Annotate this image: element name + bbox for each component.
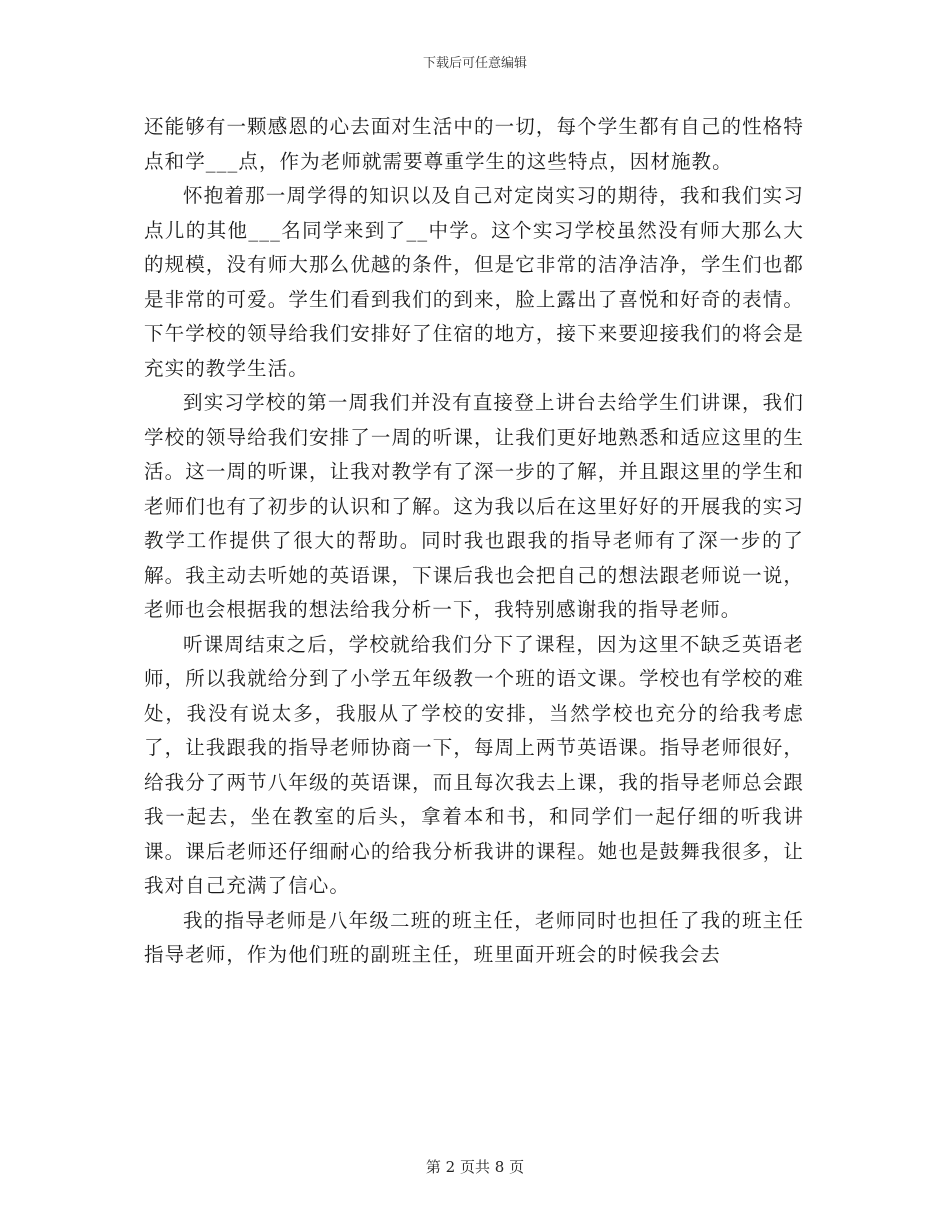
document-body <box>144 110 804 973</box>
paragraph-2: 怀抱着那一周学得的知识以及自己对定岗实习的期待，我和我们实习点儿的其他___名同学来到了__中学。这个实习学校虽然没有师大那么大的规模，没有师大那么优越的条件，但是它非常的洁净洁净，学生们也都是非常的可爱。学生们看到我们的到来，脸上露出了喜悦和好奇的表情。下午学校的领导给我们安排好了住宿的地方，接下来要迎接我们的将会是充实的教学生活。 <box>144 184 804 380</box>
page-footer: 第 2 页共 8 页 <box>425 1158 525 1176</box>
paragraph-3: 到实习学校的第一周我们并没有直接登上讲台去给学生们讲课，我们学校的领导给我们安排了一周的听课，让我们更好地熟悉和适应这里的生活。这一周的听课，让我对教学有了深一步的了解，并且跟这里的学生和老师们也有了初步的认识和了解。这为我以后在这里好好的开展我的实习教学工作提供了很大的帮助。同时我也跟我的指导老师有了深一步的了解。我主动去听她的英语课，下课后我也会把自己的想法跟老师说一说，老师也会根据我的想法给我分析一下，我特别感谢我的指导老师。 <box>144 391 804 621</box>
page-header: 下载后可任意编辑 <box>422 56 527 71</box>
paragraph-1: 还能够有一颗感恩的心去面对生活中的一切，每个学生都有自己的性格特点和学___点，作为老师就需要尊重学生的这些特点，因材施教。 <box>144 115 804 173</box>
paragraph-4: 听课周结束之后，学校就给我们分下了课程，因为这里不缺乏英语老师，所以我就给分到了小学五年级教一个班的语文课。学校也有学校的难处，我没有说太多，我服从了学校的安排，当然学校也充分的给我考虑了，让我跟我的指导老师协商一下，每周上两节英语课。指导老师很好，给我分了两节八年级的英语课，而且每次我去上课，我的指导老师总会跟我一起去，坐在教室的后头，拿着本和书，和同学们一起仔细的听我讲课。课后老师还仔细耐心的给我分析我讲的课程。她也是鼓舞我很多，让我对自己充满了信心。 <box>144 632 804 897</box>
paragraph-5: 我的指导老师是八年级二班的班主任，老师同时也担任了我的班主任指导老师，作为他们班的副班主任，班里面开班会的时候我会去 <box>144 908 804 966</box>
